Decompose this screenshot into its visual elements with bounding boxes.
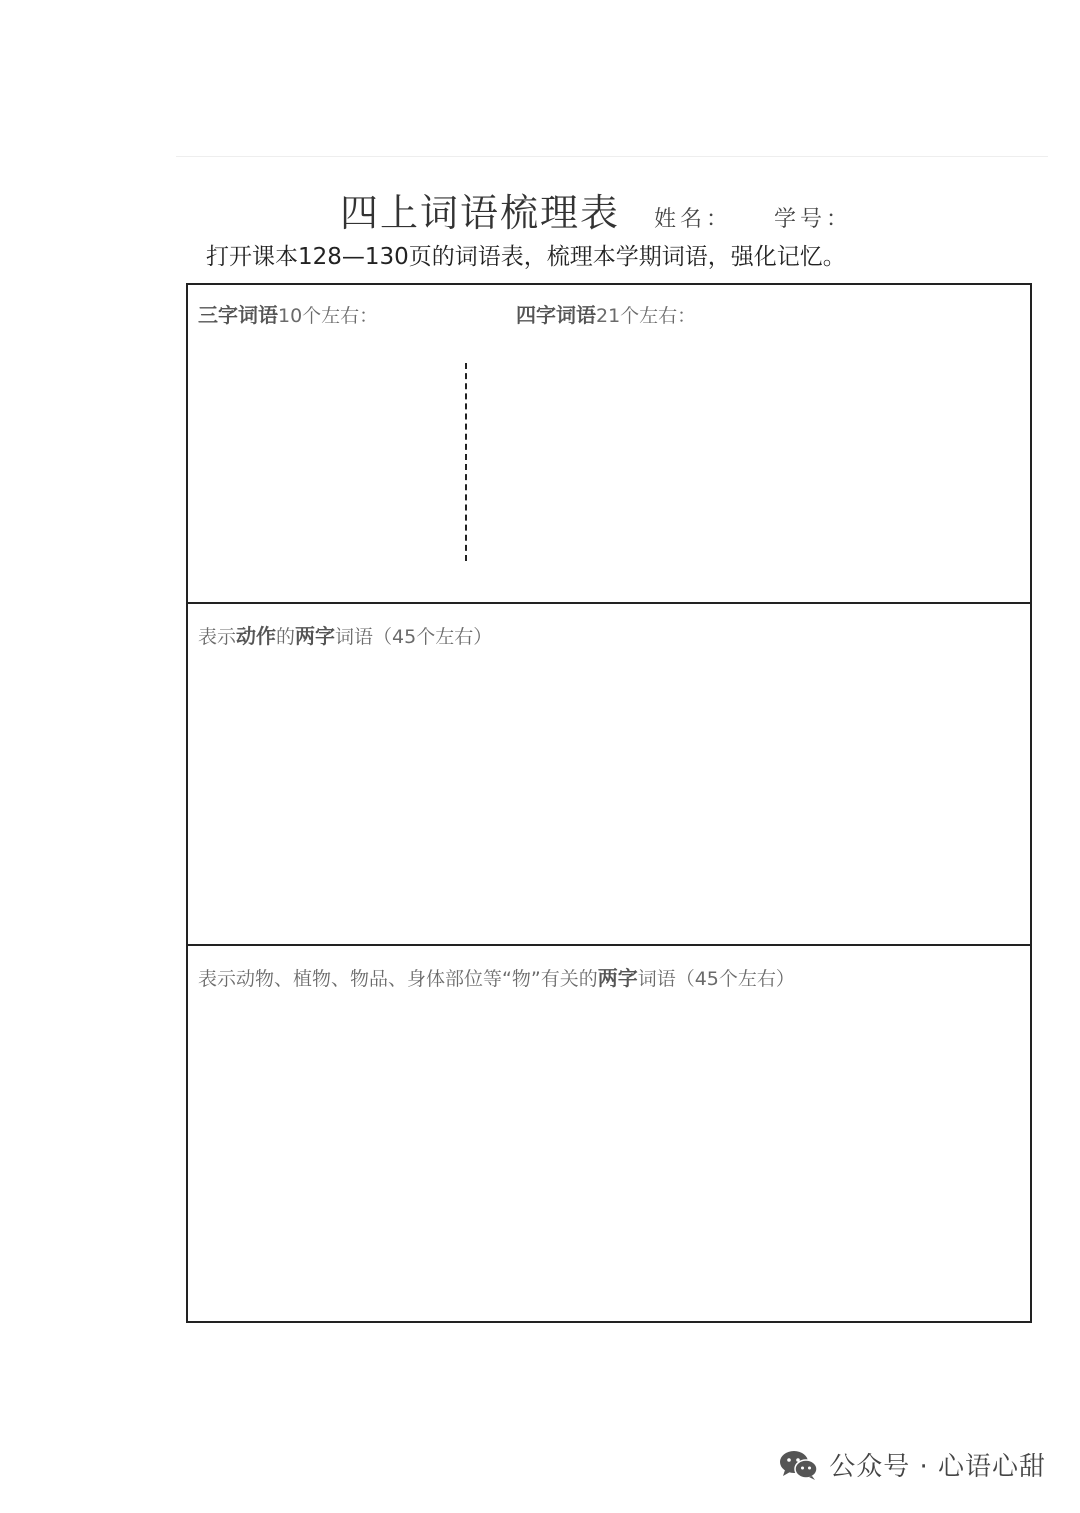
four-char-words-title: 四字词语	[516, 303, 596, 327]
action-words-connector: 的	[276, 626, 296, 648]
three-char-words-title: 三字词语	[198, 303, 278, 327]
object-words-label	[198, 962, 795, 991]
wechat-icon	[779, 1449, 819, 1481]
three-char-words-count: 10个左右：	[278, 305, 379, 327]
action-words-bold-action: 动作	[236, 624, 277, 648]
section-object-words	[188, 948, 1030, 1321]
worksheet-table	[186, 283, 1032, 1323]
header	[340, 182, 852, 236]
student-id-field-label: 学号：	[774, 207, 853, 232]
object-words-bold-two-char: 两字	[597, 966, 638, 990]
watermark-text: 公众号 · 心语心甜	[829, 1452, 1046, 1482]
four-char-words-count: 21个左右：	[596, 305, 697, 327]
action-words-bold-two-char: 两字	[295, 624, 336, 648]
action-words-label	[198, 620, 492, 649]
page-title: 四上词语梳理表	[340, 191, 621, 235]
instruction-text: 打开课本128—130页的词语表，梳理本学期词语，强化记忆。	[206, 244, 846, 270]
section-action-words	[188, 606, 1030, 946]
object-words-prefix: 表示动物、植物、物品、身体部位等“物”有关的	[198, 968, 598, 990]
top-divider	[176, 156, 1048, 157]
action-words-count: 词语（45个左右）	[335, 626, 493, 648]
object-words-count: 词语（45个左右）	[637, 968, 795, 990]
four-char-words-label	[516, 299, 696, 328]
section-multi-char-words	[188, 285, 1030, 604]
name-field-label: 姓名：	[654, 207, 733, 232]
dashed-divider	[465, 363, 467, 561]
three-char-words-label	[198, 299, 378, 328]
action-words-prefix: 表示	[198, 626, 237, 648]
watermark	[779, 1446, 1046, 1483]
